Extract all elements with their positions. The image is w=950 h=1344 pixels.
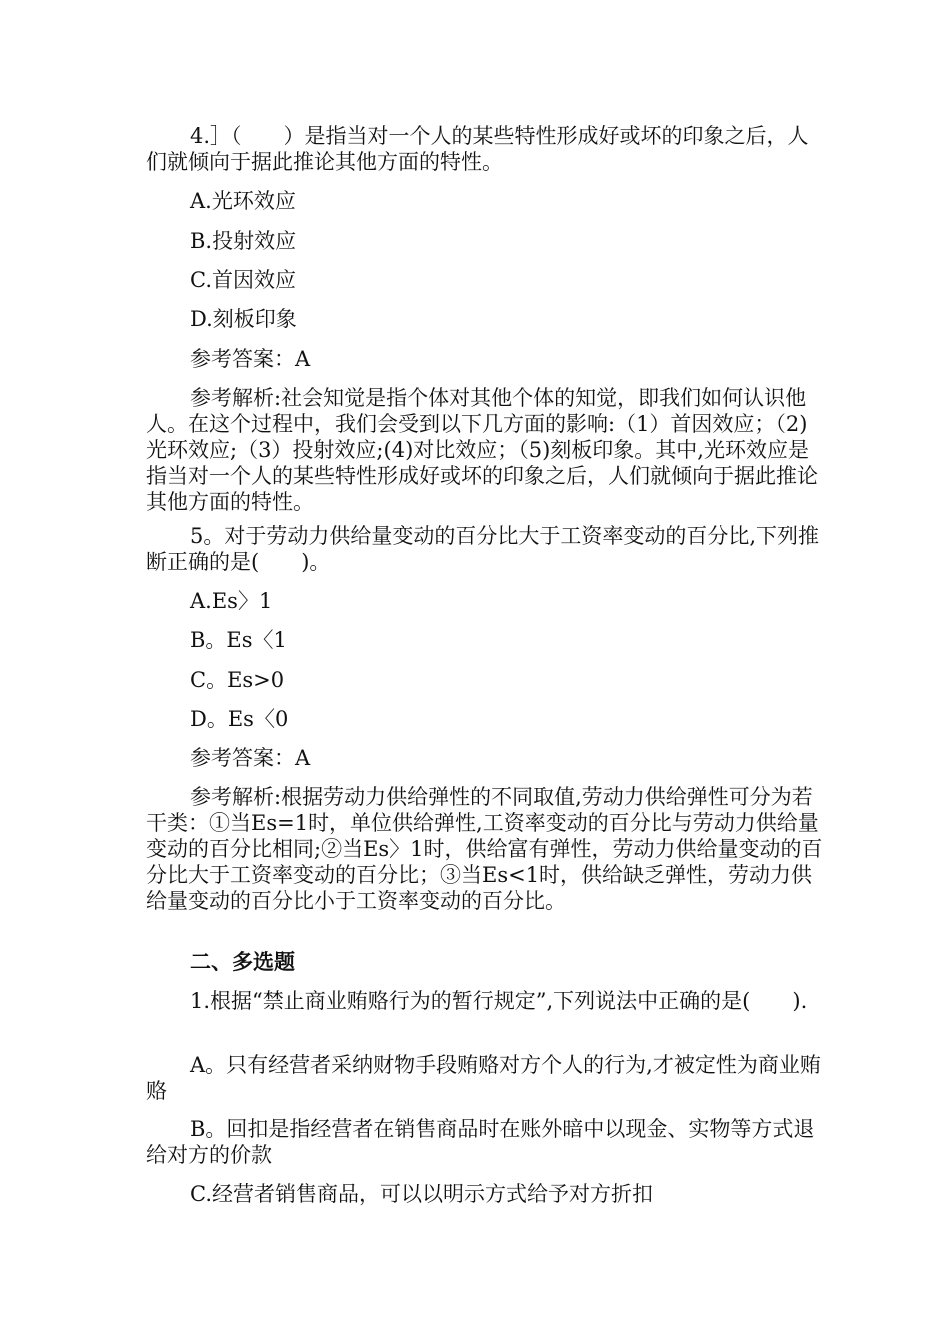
question-5-option-d: D。Es〈0 [190,707,289,731]
section-heading-multiple-choice: 二、多选题 [190,950,295,974]
question-4-stem: 4.］（ ）是指当对一个人的某些特性形成好或坏的印象之后，人们就倾向于据此推论其他方面的特性。 [146,124,809,174]
question-4-option-d: D.刻板印象 [190,307,297,331]
question-5-analysis: 参考解析:根据劳动力供给弹性的不同取值,劳动力供给弹性可分为若干类：①当Es=1时，单位供给弹性,工资率变动的百分比与劳动力供给量变动的百分比相同;②当Es〉1时，供给富有弹性，劳动力供给量变动的百分比大于工资率变动的百分比；③当Es<1时，供给缺乏弹性，劳动力供给量变动的百分比小于工资率变动的百分比。 [146,785,823,913]
question-5-stem: 5。对于劳动力供给量变动的百分比大于工资率变动的百分比,下列推断正确的是( )。 [146,524,820,574]
question-4-option-c: C.首因效应 [190,268,296,292]
question-5-option-b: B。Es〈1 [190,628,287,652]
question-4-option-b: B.投射效应 [190,229,297,253]
question-5-option-a: A.Es〉1 [190,589,273,613]
question-4-option-a: A.光环效应 [190,189,296,213]
multi-question-1-option-a: A。只有经营者采纳财物手段贿赂对方个人的行为,才被定性为商业贿赂 [146,1053,821,1103]
question-4-analysis: 参考解析:社会知觉是指个体对其他个体的知觉，即我们如何认识他人。在这个过程中，我们会受到以下几方面的影响:（1）首因效应；（2)光环效应;（3）投射效应;(4)对比效应；（5)刻板印象。其中,光环效应是指当对一个人的某些特性形成好或坏的印象之后，人们就倾向于据此推论其他方面的特性。 [146,386,818,514]
multi-question-1-option-b: B。回扣是指经营者在销售商品时在账外暗中以现金、实物等方式退给对方的价款 [146,1117,815,1167]
multi-question-1-option-c: C.经营者销售商品，可以以明示方式给予对方折扣 [190,1182,653,1206]
question-5-answer: 参考答案：A [190,746,311,770]
multi-question-1-stem: 1.根据“禁止商业贿赂行为的暂行规定”,下列说法中正确的是( ). [190,989,808,1013]
question-5-option-c: C。Es>0 [190,668,285,692]
question-4-answer: 参考答案：A [190,347,311,371]
